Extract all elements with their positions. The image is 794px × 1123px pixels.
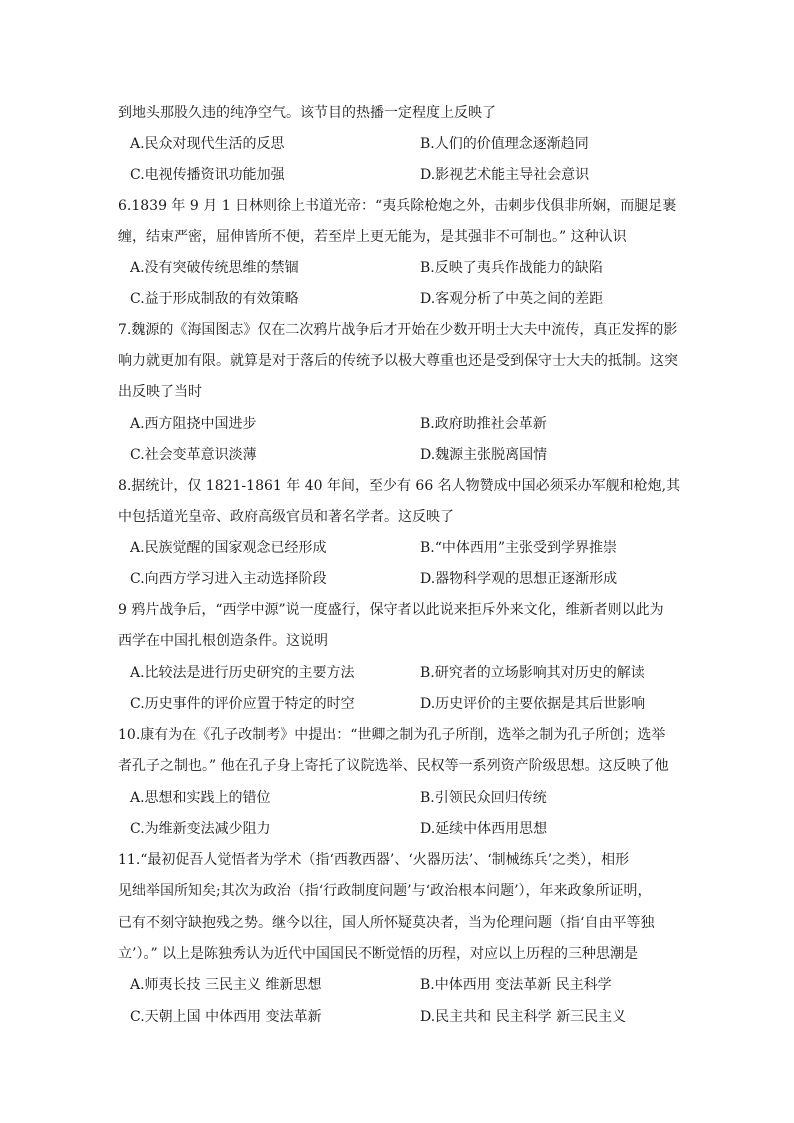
q6-option-b: B.反映了夷兵作战能力的缺陷	[420, 260, 603, 276]
q6-stem-line-1: 6.1839 年 9 月 1 日林则徐上书道光帝：“夷兵除枪炮之外，击刺步伐俱非所娴，而腿足裹	[118, 198, 677, 214]
q8-option-d: D.器物科学观的思想正逐渐形成	[420, 571, 618, 587]
q7-option-c: C.社会变革意识淡薄	[130, 447, 257, 463]
q5-option-d: D.影视艺术能主导社会意识	[420, 167, 590, 183]
q11-option-b: B.中体西用 变法革新 民主科学	[420, 977, 612, 993]
q6-option-c: C.益于形成制敌的有效策略	[130, 291, 299, 307]
q7-option-b: B.政府助推社会革新	[420, 416, 547, 432]
q9-stem-line-2: 西学在中国扎根创造条件。这说明	[118, 633, 328, 649]
q9-option-a: A.比较法是进行历史研究的主要方法	[130, 665, 355, 681]
q7-option-d: D.魏源主张脱离国情	[420, 447, 548, 463]
q10-option-b: B.引领民众回归传统	[420, 790, 547, 806]
q11-stem-line-3: 已有不刻守缺抱残之势。继今以往，国人所怀疑莫决者，当为伦理问题（指‘自由平等独	[118, 915, 655, 931]
q10-option-a: A.思想和实践上的错位	[130, 790, 271, 806]
intro-line: 到地头那股久违的纯净空气。该节目的热播一定程度上反映了	[118, 105, 496, 121]
q6-stem-line-2: 缠，结束严密，屈伸皆所不便，若至岸上更无能为，是其强非不可制也。” 这种认识	[118, 229, 627, 245]
q7-stem-line-2: 响力就更加有限。就算是对于落后的传统予以极大尊重也还是受到保守士大夫的抵制。这突	[118, 353, 678, 369]
q5-option-c: C.电视传播资讯功能加强	[130, 167, 285, 183]
q7-option-a: A.西方阻挠中国进步	[130, 416, 257, 432]
q10-stem-line-1: 10.康有为在《孔子改制考》中提出：“世卿之制为孔子所削，选举之制为孔子所创；选举	[118, 727, 666, 743]
q10-option-d: D.延续中体西用思想	[420, 821, 548, 837]
q8-option-a: A.民族觉醒的国家观念已经形成	[130, 540, 327, 556]
q6-option-a: A.没有突破传统思维的禁锢	[130, 260, 299, 276]
q5-option-a: A.民众对现代生活的反思	[130, 136, 285, 152]
q5-option-b: B.人们的价值理念逐渐趋同	[420, 136, 589, 152]
q11-stem-line-2: 见绌举国所知矣;其次为政治（指‘行政制度问题’与‘政治根本问题’），年来政象所证明，	[118, 883, 652, 899]
q9-option-c: C.历史事件的评价应置于特定的时空	[130, 696, 355, 712]
q11-option-c: C.天朝上国 中体西用 变法革新	[130, 1009, 322, 1025]
q8-option-c: C.向西方学习进入主动选择阶段	[130, 571, 327, 587]
q6-option-d: D.客观分析了中英之间的差距	[420, 291, 604, 307]
q7-stem-line-1: 7.魏源的《海国图志》仅在二次鸦片战争后才开始在少数开明士大夫中流传，真正发挥的影	[118, 322, 678, 338]
q7-stem-line-3: 出反映了当时	[118, 384, 202, 400]
q11-stem-line-4: 立’）。” 以上是陈独秀认为近代中国国民不断觉悟的历程，对应以上历程的三种思潮是	[118, 946, 639, 962]
q11-stem-line-1: 11.“最初促吾人觉悟者为学术（指‘西教西器’、‘火器历法’、‘制械练兵’之类），相形	[118, 852, 630, 868]
q9-stem-line-1: 9 鸦片战争后，“西学中源”说一度盛行，保守者以此说来拒斥外来文化，维新者则以此为	[118, 602, 664, 618]
q9-option-d: D.历史评价的主要依据是其后世影响	[420, 696, 646, 712]
q10-option-c: C.为维新变法减少阻力	[130, 821, 271, 837]
q8-option-b: B.“中体西用”主张受到学界推崇	[420, 540, 618, 556]
q9-option-b: B.研究者的立场影响其对历史的解读	[420, 665, 645, 681]
q10-stem-line-2: 者孔子之制也。” 他在孔子身上寄托了议院选举、民权等一系列资产阶级思想。这反映了他	[118, 758, 669, 774]
q11-option-d: D.民主共和 民主科学 新三民主义	[420, 1009, 627, 1025]
q8-stem-line-1: 8.据统计，仅 1821-1861 年 40 年间，至少有 66 名人物赞成中国必须采办军舰和枪炮,其	[118, 478, 681, 494]
q8-stem-line-2: 中包括道光皇帝、政府高级官员和著名学者。这反映了	[118, 509, 454, 525]
q11-option-a: A.师夷长技 三民主义 维新思想	[130, 977, 322, 993]
